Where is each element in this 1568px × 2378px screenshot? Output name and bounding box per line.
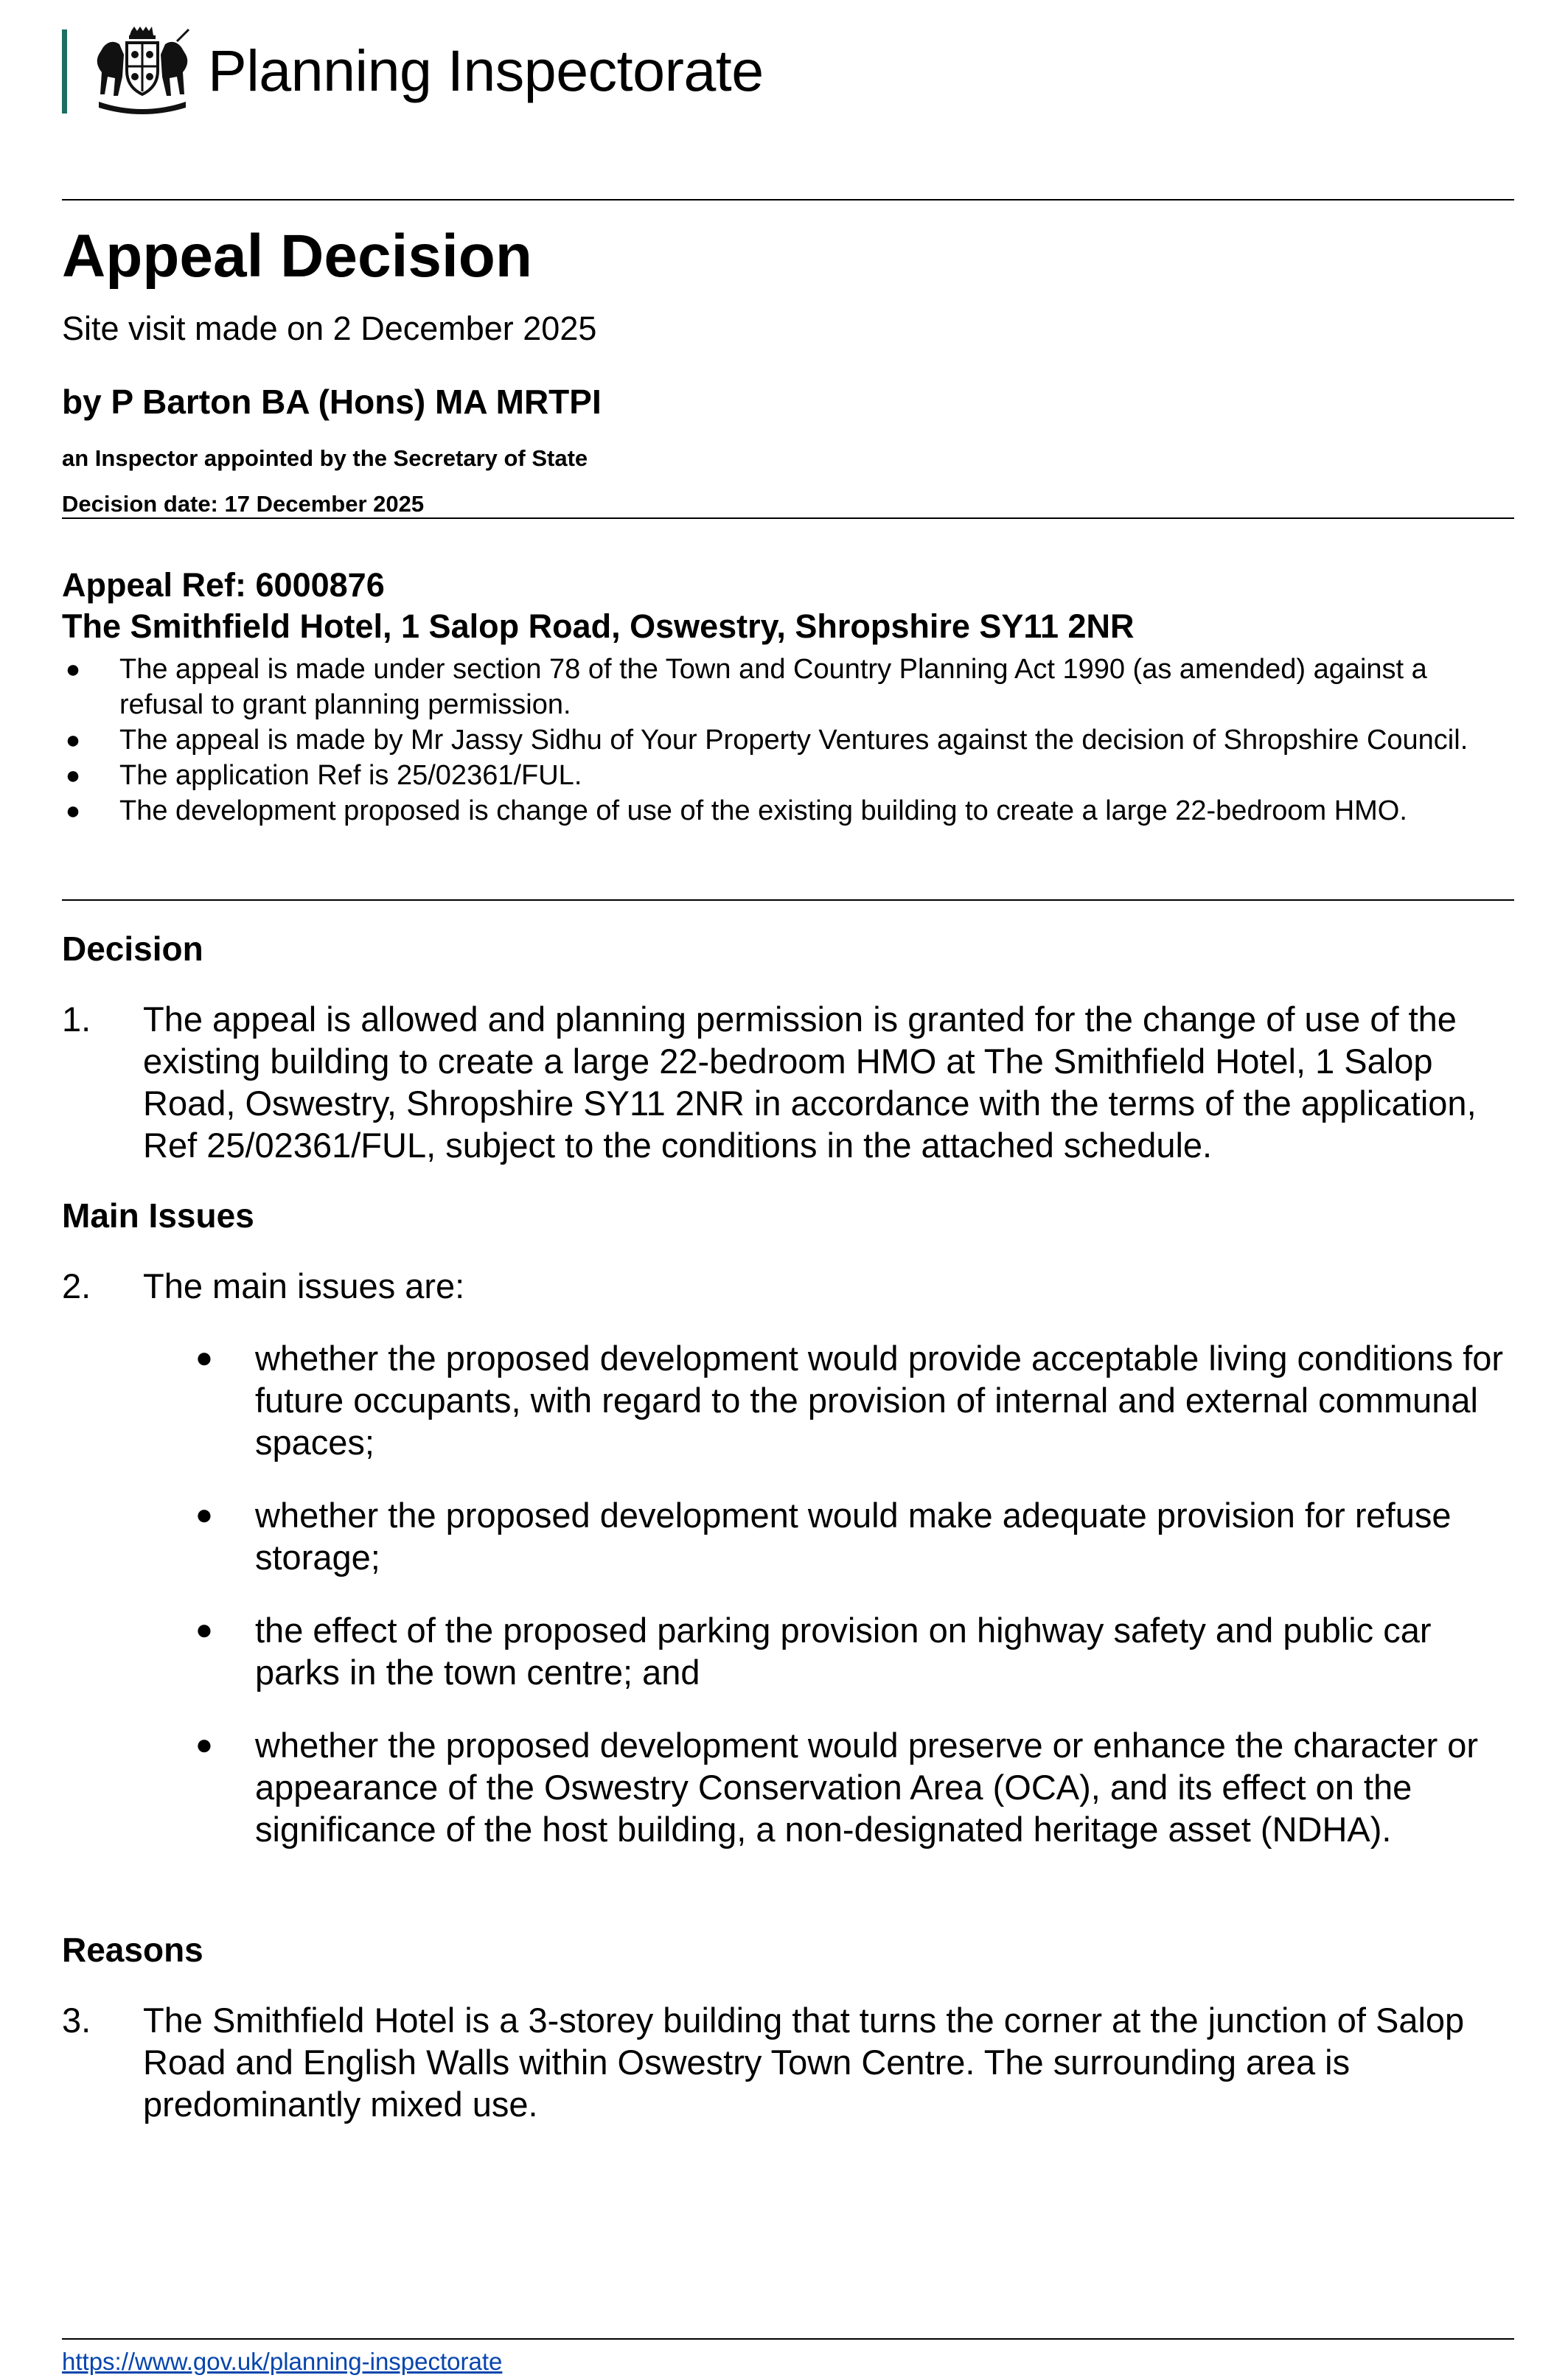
reasons-heading: Reasons (62, 1931, 203, 1969)
issue-item: ● whether the proposed development would make adequate provision for refuse storage; (193, 1494, 1520, 1578)
footer-divider (62, 2338, 1514, 2340)
main-issues-list (193, 1337, 1520, 1881)
header-divider (62, 199, 1514, 201)
summary-divider (62, 899, 1514, 901)
bullet-icon: ● (65, 797, 81, 825)
issue-item: ● the effect of the proposed parking provision on highway safety and public car parks in the town centre; and (193, 1609, 1520, 1693)
paragraph-text: The appeal is allowed and planning permission is granted for the change of use of the existing building to create a large 22-bedroom HMO at The Smithfield Hotel, 1 Salop Road, Oswestry, Shropshire SY11 2NR in accordance with the terms of the application, Ref 25/02361/FUL, subject to the conditions in the attached schedule. (143, 1000, 1477, 1165)
paragraph-text: The Smithfield Hotel is a 3-storey building that turns the corner at the junction of Salop Road and English Walls within Oswestry Town Centre. The surrounding area is predominantly mixed use. (143, 2001, 1465, 2124)
paragraph-number: 1. (62, 1000, 91, 1039)
brand-bar (62, 29, 67, 114)
issue-item: ● whether the proposed development would provide acceptable living conditions for future occupants, with regard to the provision of internal and external communal spaces; (193, 1337, 1520, 1463)
inspector-name: by P Barton BA (Hons) MA MRTPI (62, 383, 602, 421)
page-title: Appeal Decision (62, 223, 532, 290)
bullet-icon: ● (65, 655, 81, 683)
bullet-icon: ● (195, 1729, 214, 1761)
title-divider (62, 517, 1514, 519)
appointed-note: an Inspector appointed by the Secretary of State (62, 445, 588, 471)
decision-paragraph (62, 998, 1514, 1166)
organisation-name: Planning Inspectorate (208, 38, 764, 103)
appeal-ref: Appeal Ref: 6000876 (62, 566, 385, 604)
bullet-icon: ● (65, 761, 81, 789)
bullet-icon: ● (195, 1499, 214, 1531)
paragraph-text: The main issues are: (143, 1266, 465, 1305)
issues-intro-paragraph (62, 1265, 1514, 1307)
summary-item: ● The appeal is made by Mr Jassy Sidhu of Your Property Ventures against the decision of Shropshire Council. (62, 722, 1514, 758)
bullet-icon: ● (195, 1342, 214, 1374)
site-visit-date: Site visit made on 2 December 2025 (62, 310, 597, 347)
decision-heading: Decision (62, 930, 203, 968)
main-issues-heading: Main Issues (62, 1196, 254, 1235)
decision-date: Decision date: 17 December 2025 (62, 491, 425, 517)
royal-crest-icon (88, 25, 196, 116)
appeal-site: The Smithfield Hotel, 1 Salop Road, Oswestry, Shropshire SY11 2NR (62, 607, 1135, 645)
summary-item: ● The application Ref is 25/02361/FUL. (62, 758, 1514, 793)
appeal-summary-list (62, 652, 1514, 829)
footer-link[interactable]: https://www.gov.uk/planning-inspectorate (62, 2348, 503, 2375)
summary-item: ● The appeal is made under section 78 of the Town and Country Planning Act 1990 (as amended) against a refusal to grant planning permission. (62, 652, 1514, 722)
bullet-icon: ● (65, 726, 81, 754)
reasons-paragraph (62, 1999, 1514, 2125)
summary-item: ● The development proposed is change of use of the existing building to create a large 22-bedroom HMO. (62, 793, 1514, 829)
paragraph-number: 3. (62, 2001, 91, 2040)
bullet-icon: ● (195, 1614, 214, 1646)
issue-item: ● whether the proposed development would preserve or enhance the character or appearance of the Oswestry Conservation Area (OCA), and its effect on the significance of the host building, a non-designated heritage asset (NDHA). (193, 1724, 1520, 1850)
paragraph-number: 2. (62, 1266, 91, 1305)
